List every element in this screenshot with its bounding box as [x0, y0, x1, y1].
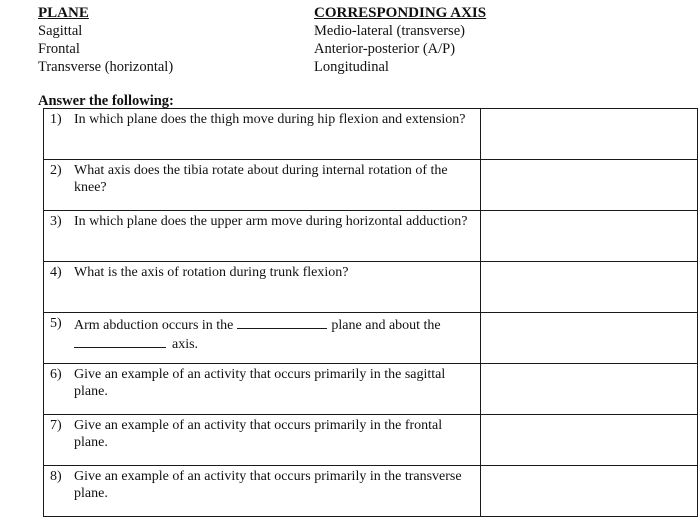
- question-cell: [44, 211, 481, 262]
- answer-heading: Answer the following:: [38, 93, 174, 109]
- question-row-7: [44, 415, 698, 466]
- question-number: 6): [50, 367, 62, 382]
- plane-sagittal: Sagittal: [38, 23, 83, 39]
- plane-column: [38, 4, 173, 76]
- question-row-2: [44, 160, 698, 211]
- question-cell: [44, 109, 481, 160]
- question-text: In which plane does the thigh move during hip flexion and extension?: [74, 112, 466, 127]
- question-row-4: [44, 262, 698, 313]
- question-cell: [44, 262, 481, 313]
- answer-cell-5[interactable]: [481, 313, 698, 364]
- question-cell: [44, 160, 481, 211]
- question-text: Give an example of an activity that occurs primarily in the frontal plane.: [74, 418, 443, 450]
- question-number: 7): [50, 418, 62, 433]
- question-number: 8): [50, 469, 62, 484]
- answer-cell-7[interactable]: [481, 415, 698, 466]
- axis-medio-lateral: Medio-lateral (transverse): [314, 23, 465, 39]
- question-row-3: [44, 211, 698, 262]
- question-text: In which plane does the upper arm move during horizontal adduction?: [74, 214, 468, 229]
- answer-cell-3[interactable]: [481, 211, 698, 262]
- question-number: 3): [50, 214, 62, 229]
- question-text-part-a: Arm abduction occurs in the: [74, 318, 234, 333]
- question-text: Give an example of an activity that occurs primarily in the sagittal plane.: [74, 367, 446, 399]
- question-text: What is the axis of rotation during trunk flexion?: [74, 265, 349, 280]
- plane-header: PLANE: [38, 5, 89, 21]
- plane-frontal: Frontal: [38, 41, 80, 57]
- question-row-1: [44, 109, 698, 160]
- question-cell: [44, 364, 481, 415]
- question-text-part-b: plane and about the: [331, 318, 441, 333]
- question-text: Give an example of an activity that occurs primarily in the transverse plane.: [74, 469, 462, 501]
- question-row-6: [44, 364, 698, 415]
- axis-blank[interactable]: [74, 334, 166, 348]
- question-row-5: [44, 313, 698, 364]
- answer-cell-2[interactable]: [481, 160, 698, 211]
- answer-cell-4[interactable]: [481, 262, 698, 313]
- axis-longitudinal: Longitudinal: [314, 59, 389, 75]
- question-text: [74, 315, 470, 353]
- question-row-8: [44, 466, 698, 517]
- answer-cell-1[interactable]: [481, 109, 698, 160]
- question-number: 5): [50, 316, 62, 331]
- question-number: 4): [50, 265, 62, 280]
- axis-column: [314, 4, 486, 76]
- plane-blank[interactable]: [237, 315, 327, 329]
- axis-header: CORRESPONDING AXIS: [314, 5, 487, 21]
- questions-table: [43, 108, 698, 517]
- answer-cell-6[interactable]: [481, 364, 698, 415]
- question-cell: [44, 313, 481, 364]
- question-text: What axis does the tibia rotate about during internal rotation of the knee?: [74, 163, 448, 195]
- question-cell: [44, 415, 481, 466]
- question-cell: [44, 466, 481, 517]
- question-number: 2): [50, 163, 62, 178]
- question-text-part-c: axis.: [172, 337, 199, 352]
- question-number: 1): [50, 112, 62, 127]
- axis-anterior-posterior: Anterior-posterior (A/P): [314, 41, 456, 57]
- answer-cell-8[interactable]: [481, 466, 698, 517]
- plane-transverse: Transverse (horizontal): [38, 59, 174, 75]
